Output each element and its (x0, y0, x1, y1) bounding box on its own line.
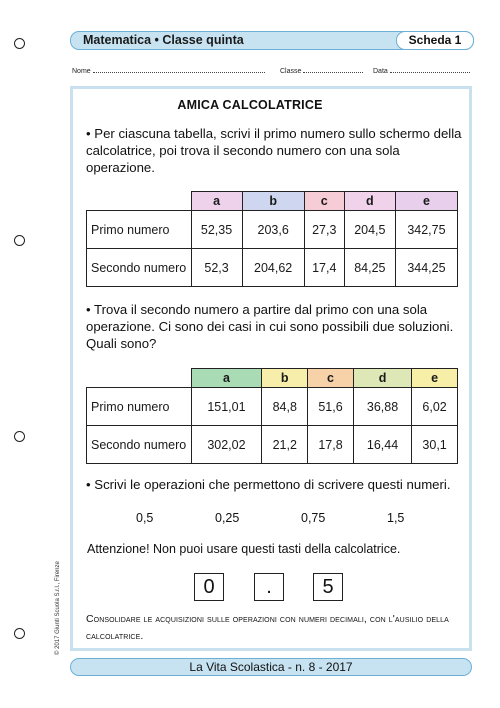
t1-cell: 17,4 (304, 249, 344, 287)
t2-col-c: c (308, 369, 354, 388)
t1-cell: 52,35 (191, 211, 242, 249)
scheda-badge: Scheda 1 (396, 31, 474, 50)
worksheet-title: AMICA CALCOLATRICE (177, 98, 323, 112)
t2-cell: 84,8 (262, 388, 308, 426)
number-1: 0,5 (136, 511, 154, 525)
exercise-1-text: • Per ciascuna tabella, scrivi il primo numero sullo schermo della calcolatrice, poi trova il secondo numero con una sola operazione. (86, 126, 462, 175)
t2-cell: 16,44 (353, 426, 411, 464)
key-five: 5 (313, 573, 343, 601)
data-label: Data (373, 68, 388, 75)
learning-goal: Consolidare le acquisizioni sulle operazioni con numeri decimali, con l'ausilio della calcolatrice. (86, 613, 449, 642)
table-row (87, 426, 458, 464)
exercise-2-text: • Trova il secondo numero a partire dal primo con una sola operazione. Ci sono dei casi in cui sono possibili due soluzioni. Quali sono? (86, 302, 454, 351)
binder-hole-top (14, 38, 25, 49)
t1-col-b: b (242, 192, 304, 211)
t2-cell: 151,01 (191, 388, 262, 426)
copyright-note: © 2017 Giunti Scuola S.r.l., Firenze (55, 561, 61, 655)
t2-col-e: e (412, 369, 458, 388)
t2-col-b: b (262, 369, 308, 388)
number-4: 1,5 (387, 511, 405, 525)
t2-cell: 6,02 (412, 388, 458, 426)
t1-cell: 204,62 (242, 249, 304, 287)
t1-cell: 204,5 (344, 211, 395, 249)
name-row (72, 66, 265, 75)
key-decimal-point: . (254, 573, 284, 601)
t2-row-label: Primo numero (87, 388, 192, 426)
header-bar (70, 31, 474, 50)
t1-corner (87, 192, 192, 211)
t1-cell: 27,3 (304, 211, 344, 249)
exercise-3-text: • Scrivi le operazioni che permettono di scrivere questi numeri. (86, 477, 451, 492)
subject-label: Matematica • Classe quinta (83, 33, 244, 47)
t2-cell: 36,88 (353, 388, 411, 426)
t2-cell: 21,2 (262, 426, 308, 464)
number-2: 0,25 (215, 511, 240, 525)
t2-cell: 302,02 (191, 426, 262, 464)
number-3: 0,75 (301, 511, 326, 525)
table-row (87, 249, 458, 287)
classe-label: Classe (280, 68, 302, 75)
nome-line[interactable] (93, 66, 265, 73)
t2-col-d: d (353, 369, 411, 388)
class-row (280, 66, 363, 75)
nome-label: Nome (72, 68, 91, 75)
t1-col-a: a (191, 192, 242, 211)
t1-cell: 84,25 (344, 249, 395, 287)
t1-col-e: e (395, 192, 457, 211)
t2-row-label: Secondo numero (87, 426, 192, 464)
key-zero: 0 (194, 573, 224, 601)
attention-note: Attenzione! Non puoi usare questi tasti della calcolatrice. (87, 542, 401, 556)
table-exercise-2 (86, 368, 458, 464)
t1-col-c: c (304, 192, 344, 211)
classe-line[interactable] (303, 66, 363, 73)
t1-cell: 342,75 (395, 211, 457, 249)
t2-cell: 30,1 (412, 426, 458, 464)
table-row (87, 211, 458, 249)
t1-cell: 344,25 (395, 249, 457, 287)
binder-hole-middle (14, 235, 25, 246)
footer-bar: La Vita Scolastica - n. 8 - 2017 (70, 658, 472, 676)
table-row (87, 388, 458, 426)
date-row (373, 66, 470, 75)
t2-col-a: a (191, 369, 262, 388)
t2-cell: 51,6 (308, 388, 354, 426)
binder-hole-lower (14, 431, 25, 442)
binder-hole-bottom (14, 628, 25, 639)
t1-row-label: Secondo numero (87, 249, 192, 287)
t1-col-d: d (344, 192, 395, 211)
t2-cell: 17,8 (308, 426, 354, 464)
data-line[interactable] (390, 66, 470, 73)
table-exercise-1 (86, 191, 458, 287)
t1-row-label: Primo numero (87, 211, 192, 249)
t2-corner (87, 369, 192, 388)
t1-cell: 203,6 (242, 211, 304, 249)
t1-cell: 52,3 (191, 249, 242, 287)
